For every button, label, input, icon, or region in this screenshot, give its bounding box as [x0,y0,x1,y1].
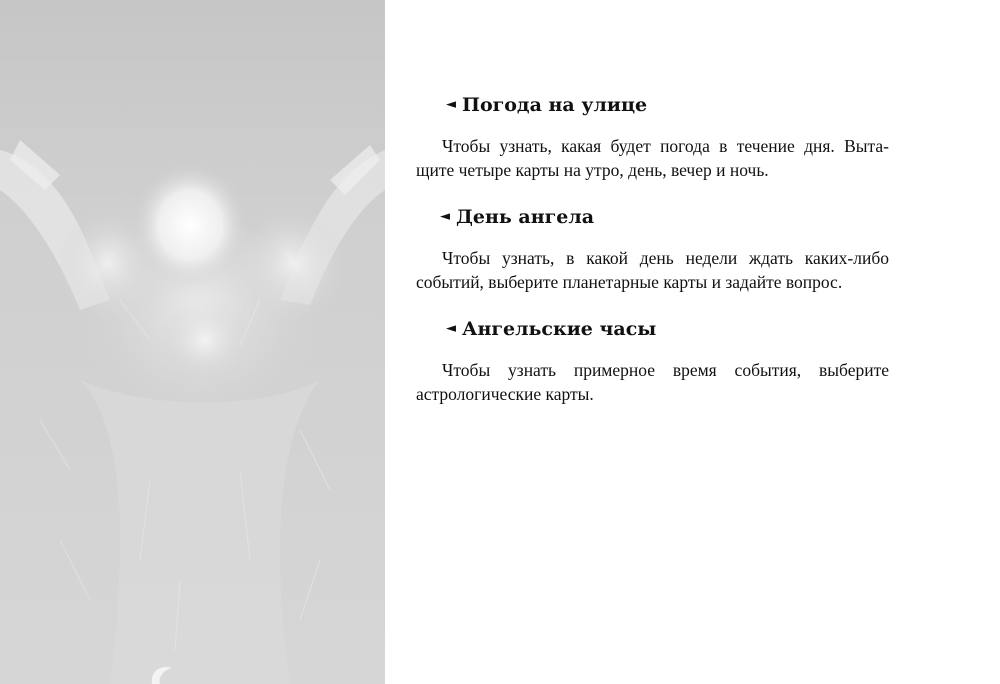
paragraph-line: событий, выберите планетарные карты и задайте вопрос. [416,272,843,292]
section-paragraph [416,246,889,294]
text-column [416,88,889,406]
heading-text: Ангельские часы [462,318,657,340]
paragraph-line: астрологические карты. [416,384,594,404]
angel-illustration [0,0,385,684]
paragraph-line: Чтобы узнать, какая будет погода в течение дня. Выта- [442,136,889,156]
section-paragraph [416,358,889,406]
paragraph-line: Чтобы узнать примерное время события, выберите [442,360,889,380]
paragraph-line: щите четыре карты на утро, день, вечер и ночь. [416,160,769,180]
section-heading [416,204,889,230]
triangle-left-icon: ◄ [446,321,456,336]
heading-text: День ангела [456,206,595,228]
paragraph-line: Чтобы узнать, в какой день недели ждать каких-либо [442,248,889,268]
section-heading [416,316,889,342]
section-heading [416,92,889,118]
triangle-left-icon: ◄ [446,97,456,112]
angel-icon [0,0,385,684]
triangle-left-icon: ◄ [440,209,450,224]
heading-text: Погода на улице [462,94,648,116]
section-paragraph [416,134,889,182]
